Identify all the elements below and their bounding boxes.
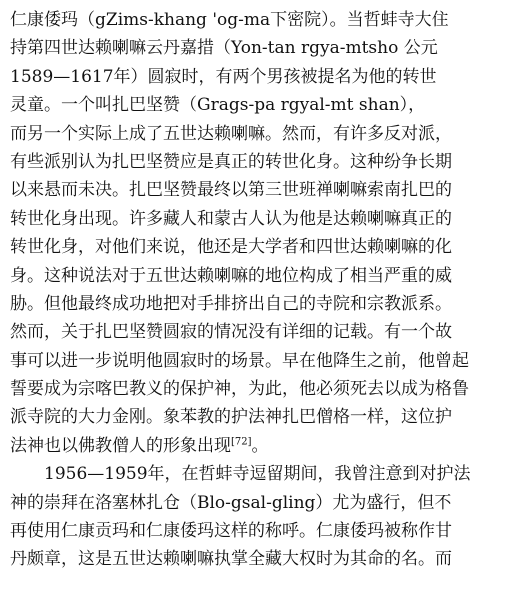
- text-span: 法神也以佛教僧人的形象出现: [10, 435, 231, 456]
- text-line: 有些派别认为扎巴坚赞应是真正的转世化身。这种纷争长期: [10, 151, 452, 172]
- paragraph-1: [10, 6, 522, 460]
- text-line: 仁康倭玛（gZims-khang 'og-ma下密院）。当哲蚌寺大住: [10, 10, 449, 30]
- text-line: 1956—1959年，在哲蚌寺逗留期间，我曾注意到对护法: [44, 464, 471, 485]
- text-line: 誓要成为宗喀巴教义的保护神，为此，他必须死去以成为格鲁: [10, 379, 469, 400]
- paragraph-2: [10, 460, 522, 574]
- text-line: 身。这种说法对于五世达赖喇嘛的地位构成了相当严重的威: [10, 265, 452, 286]
- footnote-ref: [72]: [231, 436, 252, 448]
- text-line: 1589—1617年）圆寂时，有两个男孩被提名为他的转世: [10, 66, 437, 87]
- text-line: 灵童。一个叫扎巴坚赞（Grags-pa rgyal-mt shan），: [10, 95, 426, 116]
- text-line: 派寺院的大力金刚。象苯教的护法神扎巴僧格一样，这位护: [10, 407, 452, 428]
- text-line: 以来悬而未决。扎巴坚赞最终以第三世班禅喇嘛索南扎巴的: [10, 180, 452, 201]
- text-line: 而另一个实际上成了五世达赖喇嘛。然而，有许多反对派，: [10, 123, 452, 144]
- text-line: 然而，关于扎巴坚赞圆寂的情况没有详细的记载。有一个故: [10, 322, 452, 343]
- text-line: 丹颇章，这是五世达赖喇嘛执掌全藏大权时为其命的名。而: [10, 549, 452, 570]
- text-line: 胁。但他最终成功地把对手排挤出自己的寺院和宗教派系。: [10, 293, 452, 314]
- text-line: 转世化身出现。许多藏人和蒙古人认为他是达赖喇嘛真正的: [10, 208, 452, 229]
- text-line: 持第四世达赖喇嘛云丹嘉措（Yon-tan rgya-mtsho 公元: [10, 38, 438, 59]
- text-line: 事可以进一步说明他圆寂时的场景。早在他降生之前，他曾起: [10, 350, 469, 371]
- text-line: 转世化身，对他们来说，他还是大学者和四世达赖喇嘛的化: [10, 237, 452, 258]
- text-line: 神的崇拜在洛塞林扎仓（Blo-gsal-gling）尤为盛行，但不: [10, 492, 452, 513]
- text-line: 再使用仁康贡玛和仁康倭玛这样的称呼。仁康倭玛被称作甘: [10, 521, 452, 542]
- text-span: 。: [251, 435, 269, 456]
- text-line: [10, 432, 522, 460]
